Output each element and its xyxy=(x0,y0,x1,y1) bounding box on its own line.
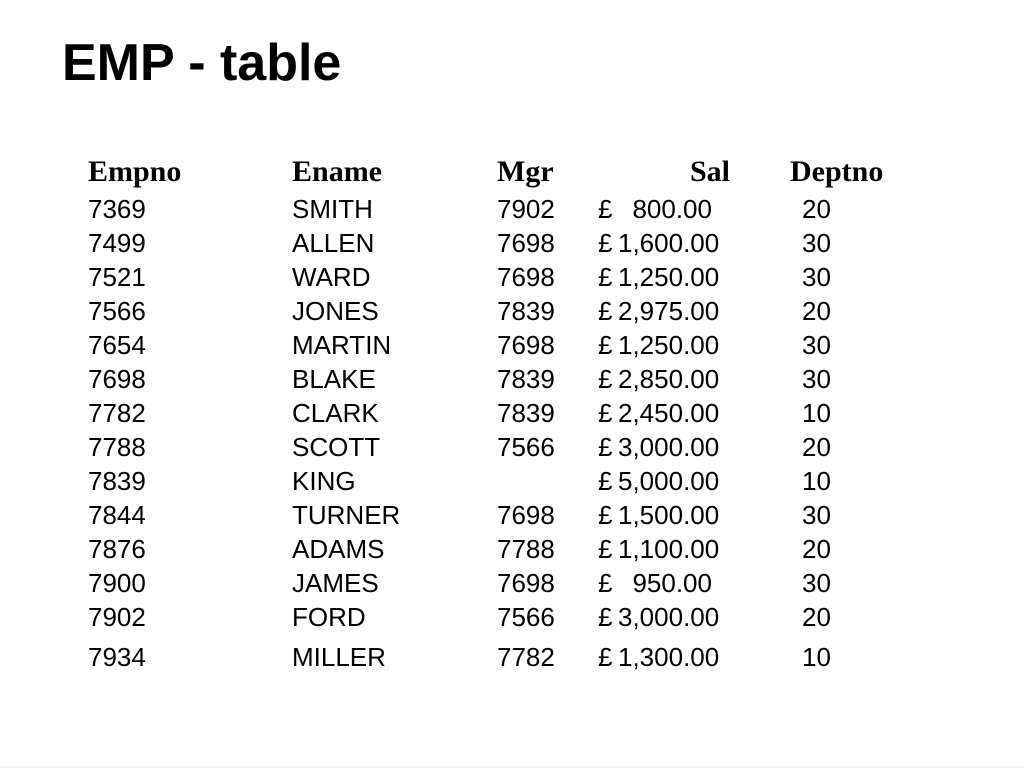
cell-ename: JONES xyxy=(292,296,379,326)
cell-deptno: 30 xyxy=(802,228,831,258)
cell-deptno: 30 xyxy=(802,262,831,292)
cell-ename: ALLEN xyxy=(292,228,375,258)
cell-deptno: 10 xyxy=(802,642,831,672)
cell-sal xyxy=(598,226,728,260)
currency-symbol: £ xyxy=(598,364,613,394)
header-deptno: Deptno xyxy=(790,155,884,188)
salary-amount: 1,500.00 xyxy=(618,500,720,530)
salary-amount: 2,850.00 xyxy=(618,364,720,394)
currency-symbol: £ xyxy=(598,398,613,428)
cell-deptno: 20 xyxy=(802,296,831,326)
cell-sal xyxy=(598,192,728,226)
salary-amount: 3,000.00 xyxy=(618,432,720,462)
cell-sal xyxy=(598,498,728,532)
cell-ename: CLARK xyxy=(292,398,379,428)
cell-ename: SCOTT xyxy=(292,432,381,462)
cell-deptno: 20 xyxy=(802,432,831,462)
currency-symbol: £ xyxy=(598,296,613,326)
currency-symbol: £ xyxy=(598,534,613,564)
cell-empno: 7654 xyxy=(88,330,146,360)
currency-symbol: £ xyxy=(598,432,613,462)
table-row xyxy=(88,640,918,674)
currency-symbol: £ xyxy=(598,466,613,496)
cell-empno: 7934 xyxy=(88,642,146,672)
cell-mgr: 7902 xyxy=(497,194,555,224)
cell-empno: 7839 xyxy=(88,466,146,496)
cell-empno: 7698 xyxy=(88,364,146,394)
cell-sal xyxy=(598,600,728,634)
table-row xyxy=(88,498,918,532)
cell-ename: MARTIN xyxy=(292,330,392,360)
cell-mgr: 7839 xyxy=(497,364,555,394)
cell-ename: ADAMS xyxy=(292,534,385,564)
table-row xyxy=(88,328,918,362)
cell-empno: 7566 xyxy=(88,296,146,326)
table-row xyxy=(88,226,918,260)
cell-sal xyxy=(598,396,728,430)
cell-deptno: 10 xyxy=(802,398,831,428)
cell-sal xyxy=(598,566,728,600)
table-row xyxy=(88,192,918,226)
cell-deptno: 10 xyxy=(802,466,831,496)
cell-mgr: 7698 xyxy=(497,568,555,598)
table-row xyxy=(88,430,918,464)
table-row xyxy=(88,532,918,566)
cell-sal xyxy=(598,640,728,674)
cell-empno: 7788 xyxy=(88,432,146,462)
cell-mgr: 7839 xyxy=(497,398,555,428)
table-row xyxy=(88,260,918,294)
cell-sal xyxy=(598,430,728,464)
header-sal: Sal xyxy=(689,155,730,188)
cell-mgr: 7566 xyxy=(497,602,555,632)
cell-ename: BLAKE xyxy=(292,364,376,394)
currency-symbol: £ xyxy=(598,228,613,258)
salary-amount: 1,250.00 xyxy=(618,330,720,360)
cell-sal xyxy=(598,464,728,498)
cell-deptno: 20 xyxy=(802,534,831,564)
salary-amount: 800.00 xyxy=(618,194,712,224)
currency-symbol: £ xyxy=(598,194,613,224)
cell-sal xyxy=(598,294,728,328)
salary-amount: 1,100.00 xyxy=(618,534,720,564)
cell-deptno: 20 xyxy=(802,194,831,224)
currency-symbol: £ xyxy=(598,500,613,530)
currency-symbol: £ xyxy=(598,642,613,672)
table-row xyxy=(88,362,918,396)
cell-empno: 7876 xyxy=(88,534,146,564)
table-body xyxy=(88,192,918,674)
cell-mgr: 7788 xyxy=(497,534,555,564)
emp-table xyxy=(88,152,918,674)
salary-amount: 3,000.00 xyxy=(618,602,720,632)
cell-sal xyxy=(598,362,728,396)
salary-amount: 1,300.00 xyxy=(618,642,720,672)
currency-symbol: £ xyxy=(598,568,613,598)
table-header-row xyxy=(88,152,918,192)
salary-amount: 950.00 xyxy=(618,568,712,598)
cell-sal xyxy=(598,260,728,294)
currency-symbol: £ xyxy=(598,602,613,632)
cell-ename: JAMES xyxy=(292,568,379,598)
cell-deptno: 30 xyxy=(802,500,831,530)
currency-symbol: £ xyxy=(598,262,613,292)
cell-deptno: 20 xyxy=(802,602,831,632)
salary-amount: 1,600.00 xyxy=(618,228,720,258)
table-row xyxy=(88,294,918,328)
cell-mgr: 7698 xyxy=(497,500,555,530)
cell-ename: SMITH xyxy=(292,194,373,224)
cell-deptno: 30 xyxy=(802,330,831,360)
cell-empno: 7844 xyxy=(88,500,146,530)
table-row xyxy=(88,566,918,600)
cell-deptno: 30 xyxy=(802,568,831,598)
currency-symbol: £ xyxy=(598,330,613,360)
header-ename: Ename xyxy=(292,155,382,188)
cell-deptno: 30 xyxy=(802,364,831,394)
cell-empno: 7521 xyxy=(88,262,146,292)
cell-empno: 7900 xyxy=(88,568,146,598)
cell-mgr: 7698 xyxy=(497,330,555,360)
cell-ename: KING xyxy=(292,466,356,496)
cell-empno: 7782 xyxy=(88,398,146,428)
cell-mgr: 7782 xyxy=(497,642,555,672)
cell-sal xyxy=(598,328,728,362)
cell-ename: FORD xyxy=(292,602,366,632)
cell-ename: MILLER xyxy=(292,642,386,672)
salary-amount: 5,000.00 xyxy=(618,466,720,496)
salary-amount: 2,975.00 xyxy=(618,296,720,326)
cell-ename: WARD xyxy=(292,262,371,292)
cell-mgr: 7566 xyxy=(497,432,555,462)
table-row xyxy=(88,396,918,430)
salary-amount: 1,250.00 xyxy=(618,262,720,292)
cell-empno: 7499 xyxy=(88,228,146,258)
header-mgr: Mgr xyxy=(497,155,554,188)
table-row xyxy=(88,600,918,634)
cell-mgr: 7839 xyxy=(497,296,555,326)
cell-mgr: 7698 xyxy=(497,262,555,292)
cell-mgr: 7698 xyxy=(497,228,555,258)
table-row xyxy=(88,464,918,498)
cell-ename: TURNER xyxy=(292,500,401,530)
cell-empno: 7369 xyxy=(88,194,146,224)
cell-empno: 7902 xyxy=(88,602,146,632)
salary-amount: 2,450.00 xyxy=(618,398,720,428)
header-empno: Empno xyxy=(88,155,182,188)
slide-title: EMP - table xyxy=(62,34,342,92)
cell-sal xyxy=(598,532,728,566)
